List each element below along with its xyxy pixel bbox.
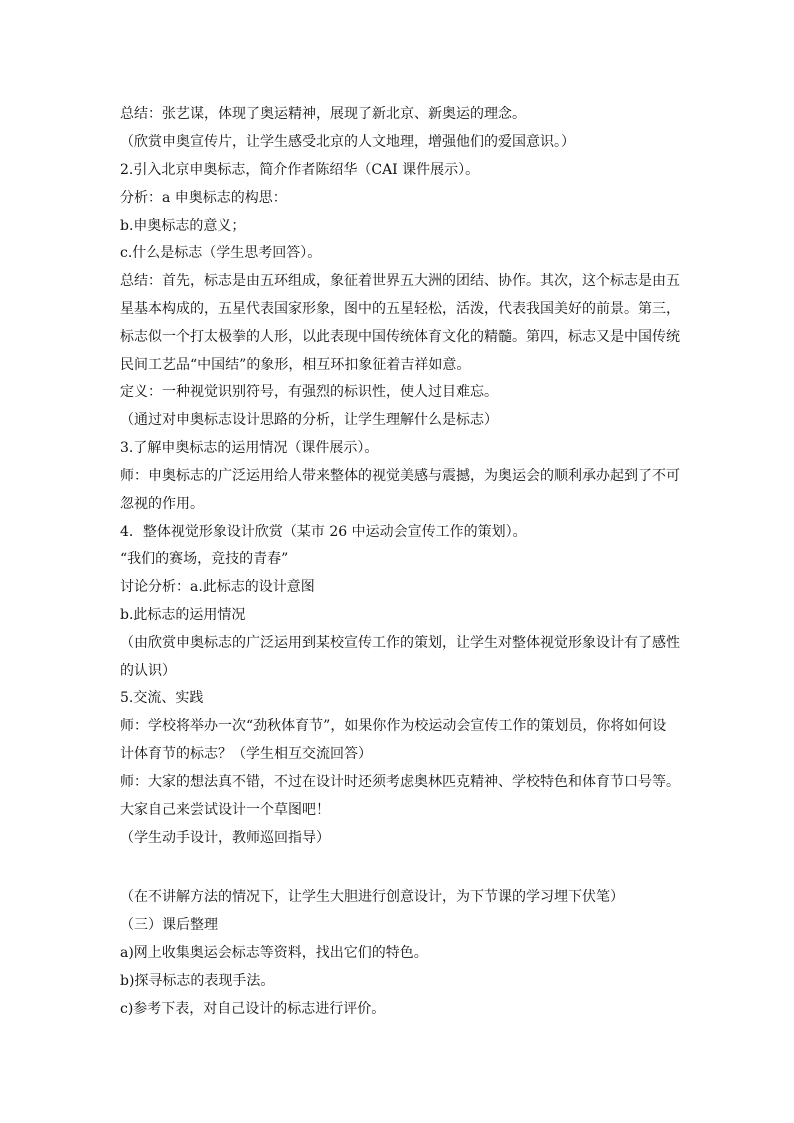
text-line: “我们的赛场，竞技的青春” <box>120 551 289 567</box>
text-line: 5.交流、实践 <box>120 690 204 706</box>
text-line: 分析：a 申奥标志的构思： <box>120 190 287 206</box>
text-line: b.申奥标志的意义； <box>120 218 246 234</box>
text-line: 定义：一种视觉识别符号，有强烈的标识性，使人过目难忘。 <box>120 384 498 400</box>
text-line: 忽视的作用。 <box>120 496 204 512</box>
text-line: 4．整体视觉形象设计欣赏（某市 26 中运动会宣传工作的策划）。 <box>120 524 527 540</box>
text-line: （通过对申奥标志设计思路的分析，让学生理解什么是标志） <box>120 412 498 428</box>
text-line: a)网上收集奥运会标志等资料，找出它们的特色。 <box>120 945 428 961</box>
text-line: b)探寻标志的表现手法。 <box>120 973 275 989</box>
text-line: 讨论分析：a.此标志的设计意图 <box>120 579 315 595</box>
text-line: 大家自己来尝试设计一个草图吧！ <box>120 802 330 818</box>
text-line: 师：大家的想法真不错，不过在设计时还须考虑奥林匹克精神、学校特色和体育节口号等。 <box>120 774 680 790</box>
text-line: 师：申奥标志的广泛运用给人带来整体的视觉美感与震撼，为奥运会的顺利承办起到了不可 <box>120 468 680 484</box>
text-line: 总结：首先，标志是由五环组成，象征着世界五大洲的团结、协作。其次，这个标志是由五 <box>120 273 680 289</box>
text-line: b.此标志的运用情况 <box>120 607 246 623</box>
text-line: 2.引入北京申奥标志，简介作者陈绍华（CAI 课件展示）。 <box>120 162 480 178</box>
text-line: （由欣赏申奥标志的广泛运用到某校宣传工作的策划，让学生对整体视觉形象设计有了感性 <box>120 635 680 651</box>
text-line: （三）课后整理 <box>120 917 218 933</box>
text-line: c)参考下表，对自己设计的标志进行评价。 <box>120 1001 386 1017</box>
text-line: （欣赏申奥宣传片，让学生感受北京的人文地理，增强他们的爱国意识。） <box>120 134 575 150</box>
text-line: 计体育节的标志？（学生相互交流回答） <box>120 746 372 762</box>
text-line: 星基本构成的，五星代表国家形象，图中的五星轻松，活泼，代表我国美好的前景。第三， <box>120 301 680 317</box>
text-line: 标志似一个打太极拳的人形，以此表现中国传统体育文化的精髓。第四，标志又是中国传统 <box>120 329 680 345</box>
text-line: 民间工艺品“中国结”的象形，相互环扣象征着吉祥如意。 <box>120 357 471 373</box>
text-line: （学生动手设计，教师巡回指导） <box>120 830 330 846</box>
text-line: c.什么是标志（学生思考回答）。 <box>120 245 322 261</box>
text-line: （在不讲解方法的情况下，让学生大胆进行创意设计，为下节课的学习埋下伏笔） <box>120 889 624 905</box>
text-line: 总结：张艺谋，体现了奥运精神，展现了新北京、新奥运的理念。 <box>120 106 526 122</box>
text-line: 师：学校将举办一次“劲秋体育节”，如果你作为校运动会宣传工作的策划员，你将如何设 <box>120 718 667 734</box>
text-line: 的认识） <box>120 663 176 679</box>
text-line: 3.了解申奥标志的运用情况（课件展示）。 <box>120 440 379 456</box>
